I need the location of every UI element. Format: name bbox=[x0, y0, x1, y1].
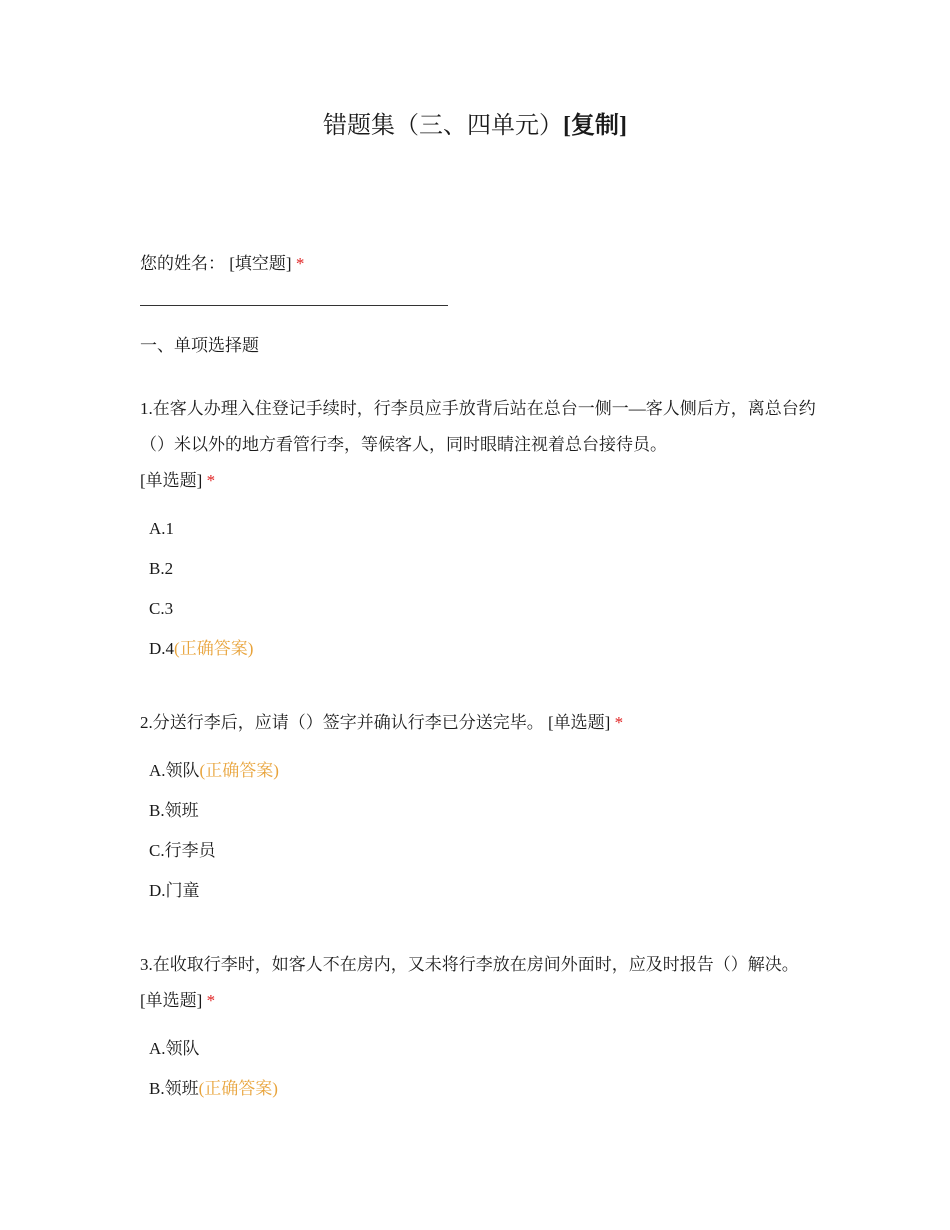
question-1-options bbox=[140, 509, 820, 669]
option-1d[interactable] bbox=[140, 629, 820, 669]
section-heading: 一、单项选择题 bbox=[140, 336, 259, 355]
page-title bbox=[0, 108, 950, 144]
name-label: 您的姓名： bbox=[140, 254, 225, 273]
option-label: B.领班 bbox=[149, 801, 199, 820]
correct-answer-label: (正确答案) bbox=[198, 1079, 278, 1098]
question-3-text bbox=[140, 947, 820, 1019]
question-1-text bbox=[140, 391, 820, 499]
question-text: 2.分送行李后，应请（）签字并确认行李已分送完毕。 bbox=[140, 713, 544, 732]
name-answer-line[interactable] bbox=[140, 305, 448, 306]
name-question bbox=[140, 246, 820, 282]
question-text: 1.在客人办理入住登记手续时，行李员应手放背后站在总台一侧一—客人侧后方，离总台约（）米以外的地方看管行李，等候客人，同时眼睛注视着总台接待员。 bbox=[140, 399, 816, 454]
option-label: A.1 bbox=[149, 519, 175, 538]
option-2c[interactable] bbox=[140, 831, 820, 871]
question-3-options bbox=[140, 1029, 820, 1109]
option-3b[interactable] bbox=[140, 1069, 820, 1109]
copy-tag: [复制] bbox=[563, 113, 627, 139]
option-label: D.4 bbox=[149, 639, 175, 658]
correct-answer-label: (正确答案) bbox=[199, 761, 279, 780]
option-label: A.领队 bbox=[149, 1039, 200, 1058]
required-star: * bbox=[206, 471, 216, 490]
questionnaire-content bbox=[140, 246, 820, 1109]
option-label: B.领班 bbox=[149, 1079, 199, 1098]
question-3 bbox=[140, 947, 820, 1109]
question-type: [单选题] bbox=[548, 713, 611, 732]
option-1b[interactable] bbox=[140, 549, 820, 589]
question-type: [单选题] bbox=[140, 991, 203, 1010]
question-type: [单选题] bbox=[140, 471, 203, 490]
option-label: C.行李员 bbox=[149, 841, 216, 860]
option-label: D.门童 bbox=[149, 881, 200, 900]
question-1 bbox=[140, 391, 820, 669]
required-star: * bbox=[614, 713, 624, 732]
question-text: 3.在收取行李时，如客人不在房内，又未将行李放在房间外面时，应及时报告（）解决。 bbox=[140, 955, 799, 974]
option-3a[interactable] bbox=[140, 1029, 820, 1069]
option-2b[interactable] bbox=[140, 791, 820, 831]
question-2-text bbox=[140, 705, 820, 741]
option-2d[interactable] bbox=[140, 871, 820, 911]
question-2 bbox=[140, 705, 820, 911]
option-label: A.领队 bbox=[149, 761, 200, 780]
option-2a[interactable] bbox=[140, 751, 820, 791]
option-1a[interactable] bbox=[140, 509, 820, 549]
option-label: C.3 bbox=[149, 599, 174, 618]
question-2-options bbox=[140, 751, 820, 911]
option-1c[interactable] bbox=[140, 589, 820, 629]
name-question-type: [填空题] bbox=[229, 254, 292, 273]
correct-answer-label: (正确答案) bbox=[174, 639, 254, 658]
title-text: 错题集（三、四单元） bbox=[323, 113, 563, 139]
required-star: * bbox=[206, 991, 216, 1010]
required-star: * bbox=[295, 254, 305, 273]
option-label: B.2 bbox=[149, 559, 174, 578]
